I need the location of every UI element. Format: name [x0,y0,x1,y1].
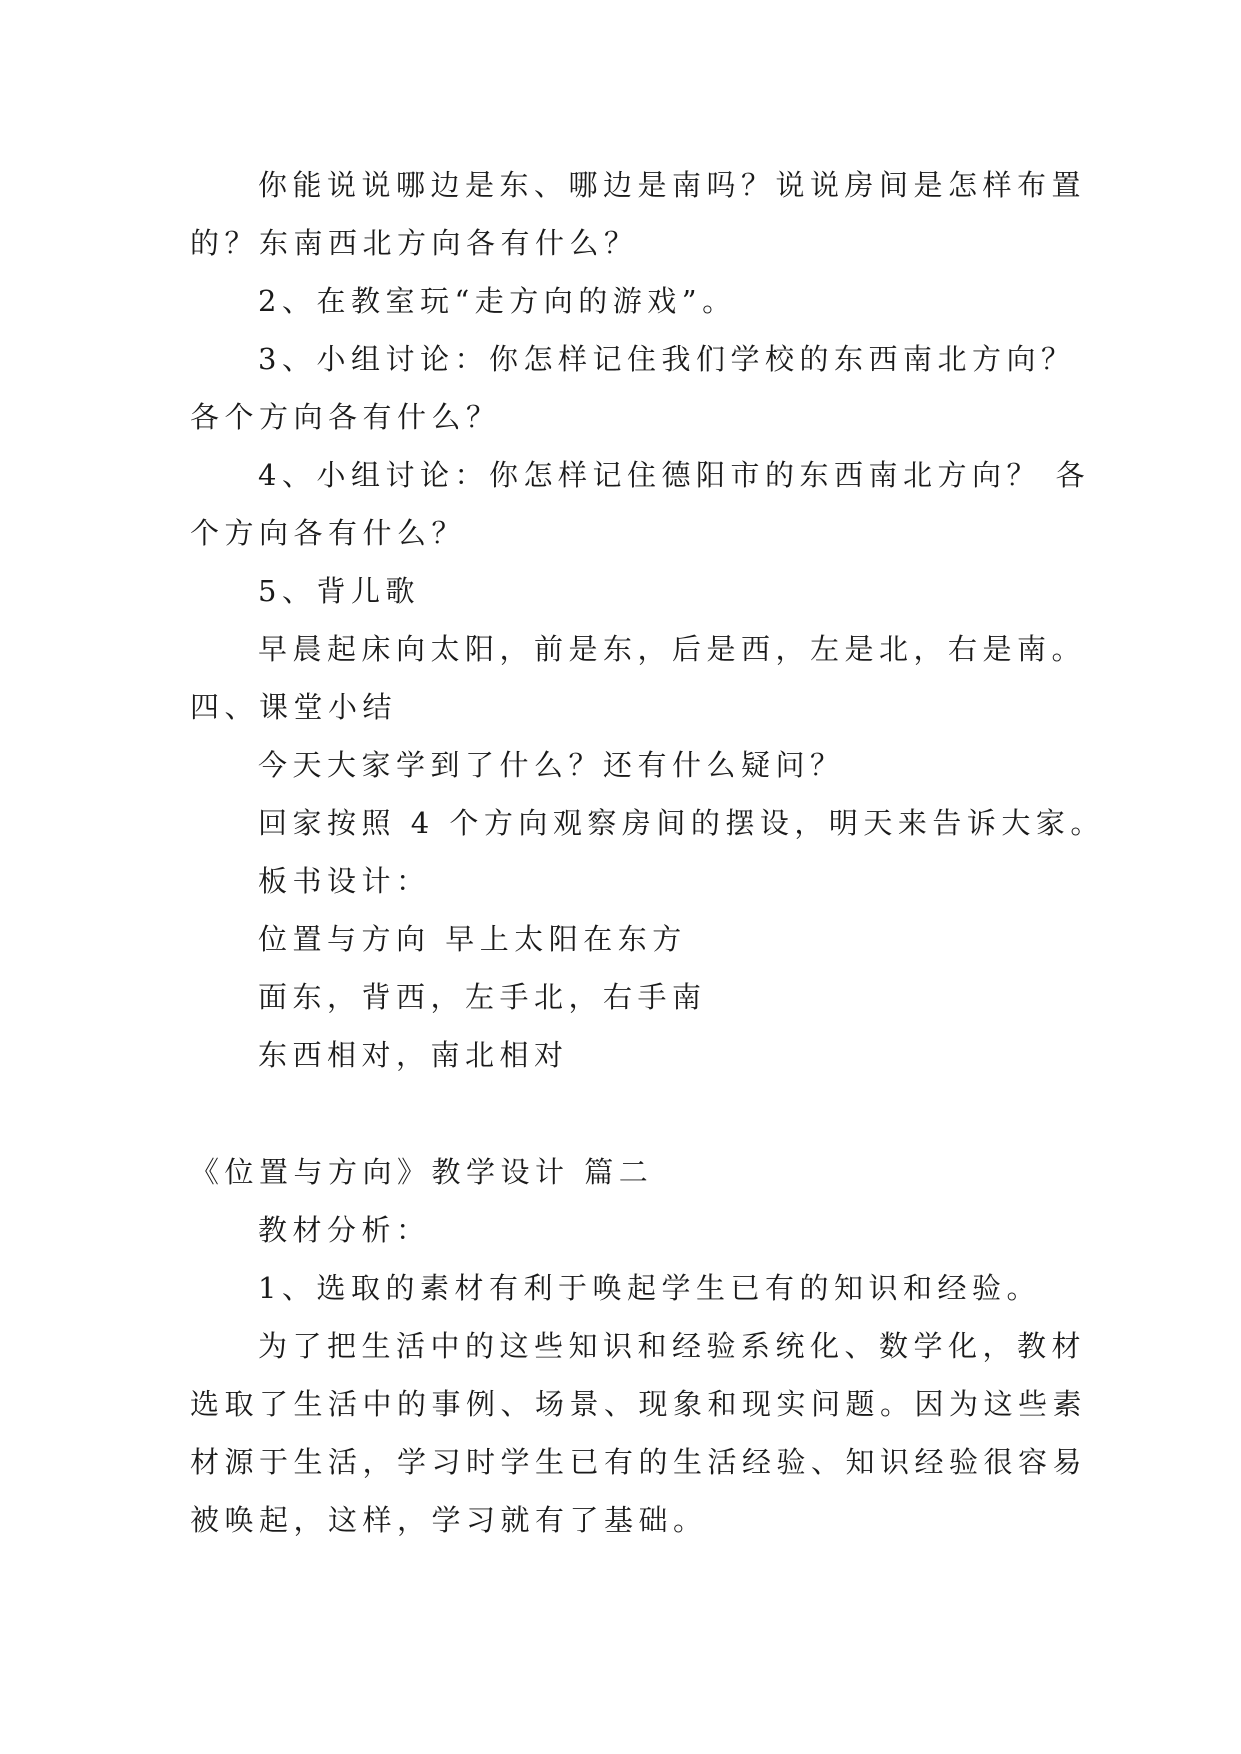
list-item-line: 5、背儿歌 [258,574,420,608]
paragraph-line: 为了把生活中的这些知识和经验系统化、数学化，教材 [258,1329,1087,1363]
paragraph-line: 材源于生活，学习时学生已有的生活经验、知识经验很容易 [190,1445,1088,1479]
board-design-line: 东西相对，南北相对 [258,1038,569,1072]
paragraph-line: 被唤起，这样，学习就有了基础。 [190,1503,708,1537]
paragraph-line: 各个方向各有什么？ [190,400,501,434]
list-item-line: 1、选取的素材有利于唤起学生已有的知识和经验。 [258,1271,1041,1305]
list-item-line: 2、在教室玩“走方向的游戏”。 [258,284,737,318]
paragraph-line: 今天大家学到了什么？还有什么疑问？ [258,748,845,782]
section-heading: 教材分析： [258,1213,431,1247]
paragraph-line: 回家按照 4 个方向观察房间的摆设，明天来告诉大家。 [258,806,1105,840]
article-title: 《位置与方向》教学设计 篇二 [190,1155,654,1189]
paragraph-line: 你能说说哪边是东、哪边是南吗？说说房间是怎样布置 [258,168,1087,202]
board-design-label: 板书设计： [258,864,431,898]
rhyme-line: 早晨起床向太阳，前是东，后是西，左是北，右是南。 [258,632,1087,666]
list-item-line: 4、小组讨论：你怎样记住德阳市的东西南北方向？ 各 [258,458,1091,492]
list-item-line: 3、小组讨论：你怎样记住我们学校的东西南北方向？ [258,342,1076,376]
section-heading: 四、课堂小结 [190,690,398,724]
board-design-line: 面东，背西，左手北，右手南 [258,980,707,1014]
paragraph-line: 选取了生活中的事例、场景、现象和现实问题。因为这些素 [190,1387,1088,1421]
paragraph-line: 的？东南西北方向各有什么？ [190,226,639,260]
paragraph-line: 个方向各有什么？ [190,516,467,550]
board-design-line: 位置与方向 早上太阳在东方 [258,922,687,956]
